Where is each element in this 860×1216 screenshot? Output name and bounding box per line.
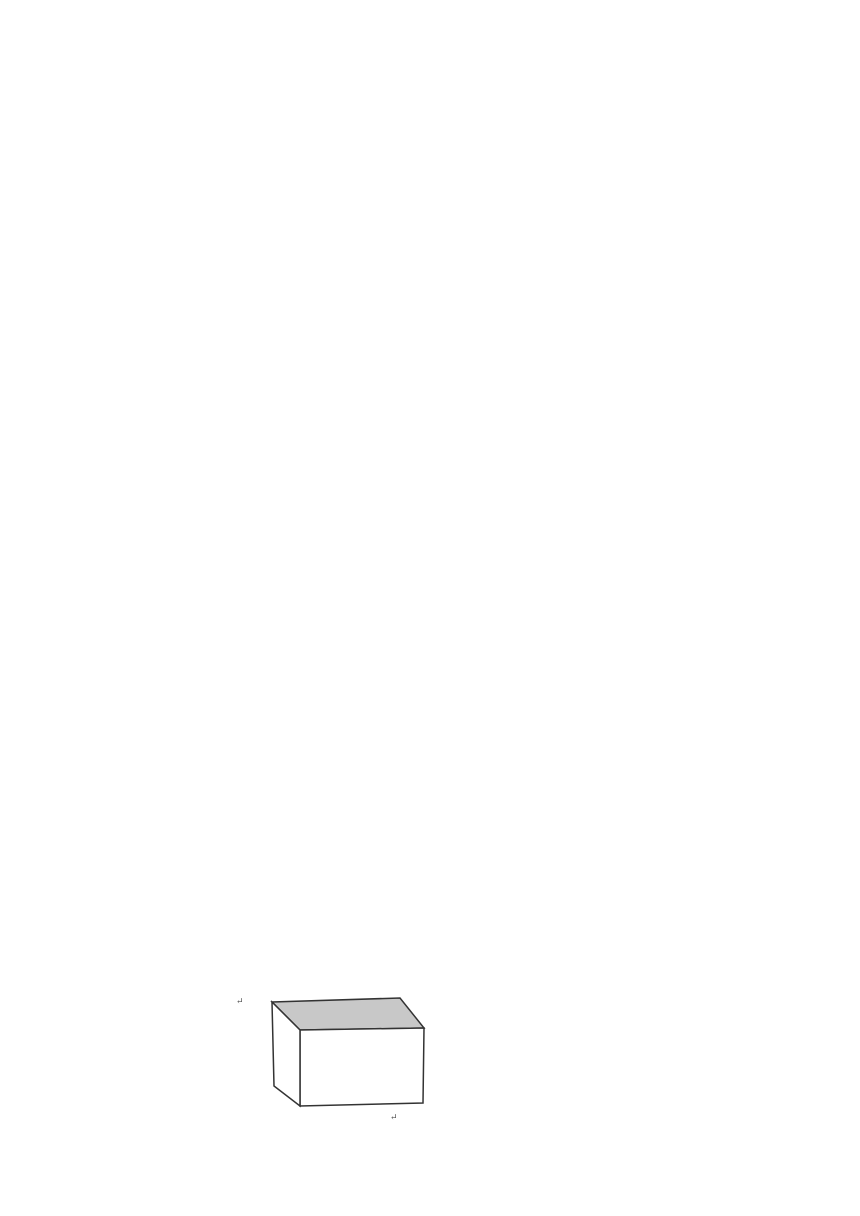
mark-glyph: ↵ xyxy=(390,1113,398,1123)
mark-glyph: ↵ xyxy=(236,997,244,1007)
cuboid-front-face xyxy=(300,1028,424,1106)
cuboid-figure xyxy=(210,990,440,1130)
